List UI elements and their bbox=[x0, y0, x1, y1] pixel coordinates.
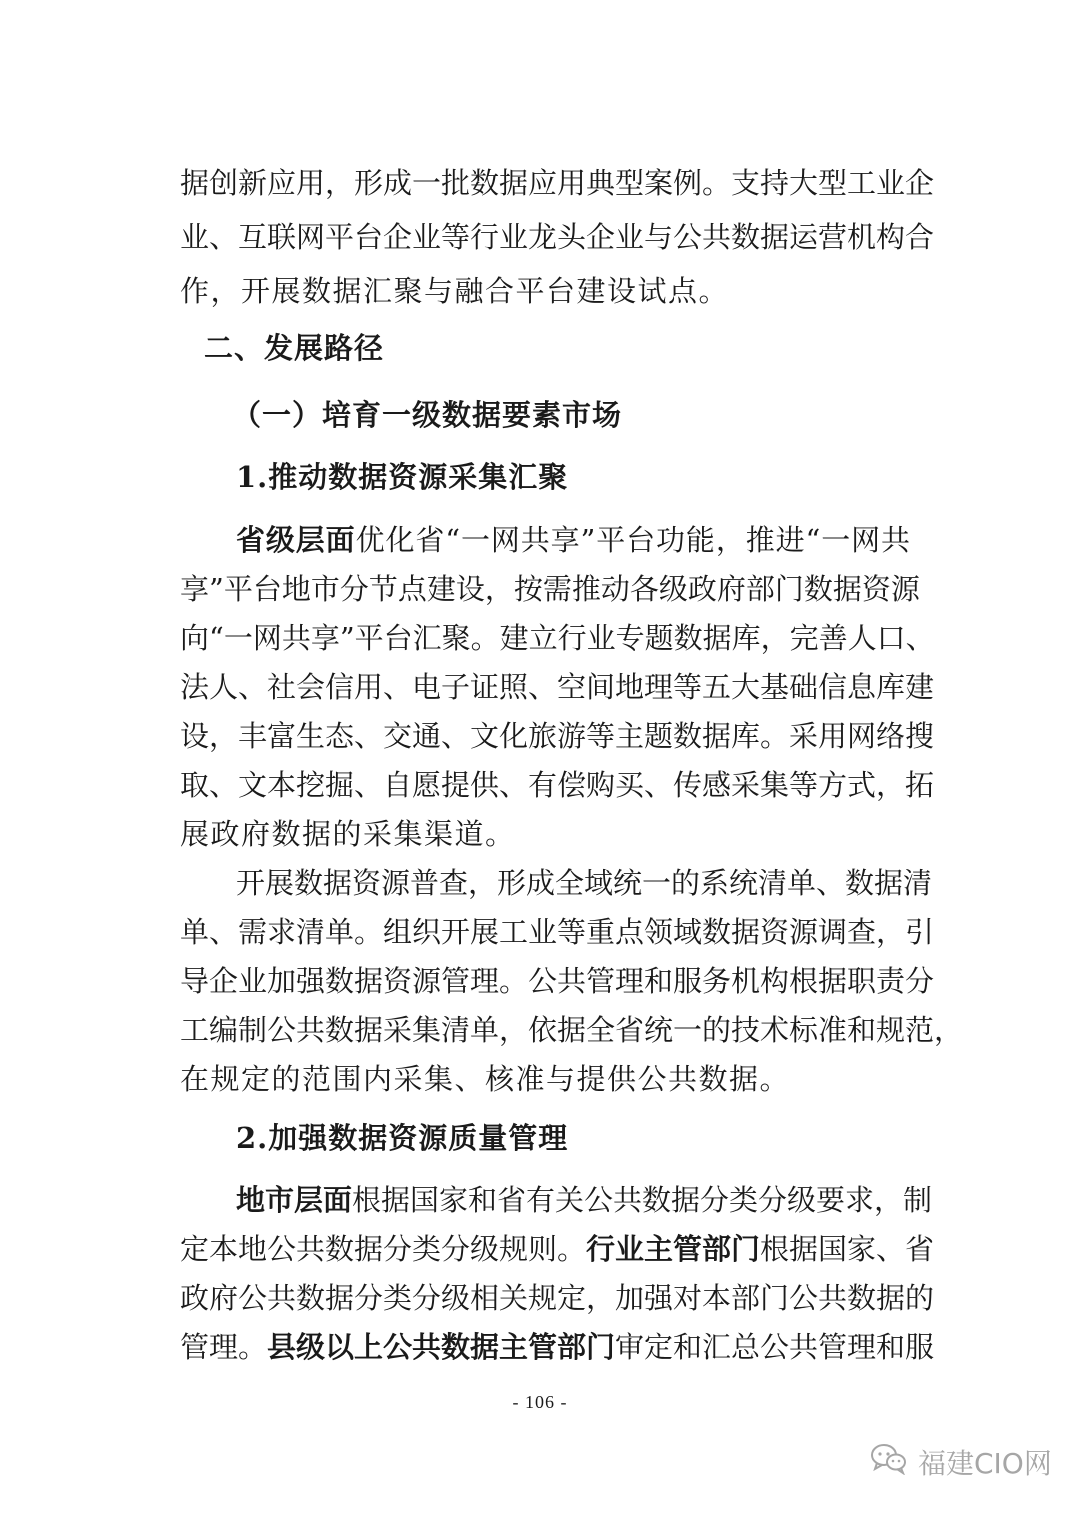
lead-term: 行业主管部门 bbox=[586, 1232, 761, 1266]
text-span: 优化省“一网共享”平台功能，推进“一网共 bbox=[355, 523, 910, 557]
lead-term: 地市层面 bbox=[236, 1183, 353, 1217]
text-line bbox=[236, 520, 910, 560]
subsection-heading: （一）培育一级数据要素市场 bbox=[232, 398, 623, 432]
wechat-icon bbox=[870, 1443, 908, 1482]
text-line: 法人、社会信用、电子证照、空间地理等五大基础信息库建 bbox=[180, 670, 935, 704]
watermark bbox=[870, 1442, 1052, 1482]
lead-term: 省级层面 bbox=[236, 523, 356, 557]
text-line: 展政府数据的采集渠道。 bbox=[180, 817, 516, 851]
text-span: 定本地公共数据分类分级规则。 bbox=[180, 1232, 587, 1266]
text-line bbox=[180, 1327, 935, 1367]
text-line: 取、文本挖掘、自愿提供、有偿购买、传感采集等方式，拓 bbox=[180, 768, 935, 802]
text-line: 向“一网共享”平台汇聚。建立行业专题数据库，完善人口、 bbox=[180, 621, 935, 655]
text-line: 作，开展数据汇聚与融合平台建设试点。 bbox=[180, 274, 730, 308]
text-line bbox=[180, 1229, 935, 1269]
watermark-text: 福建CIO网 bbox=[918, 1447, 1052, 1480]
text-line: 工编制公共数据采集清单，依据全省统一的技术标准和规范， bbox=[180, 1013, 964, 1047]
item-heading: 2.加强数据资源质量管理 bbox=[236, 1121, 569, 1155]
text-line: 单、需求清单。组织开展工业等重点领域数据资源调查，引 bbox=[180, 915, 935, 949]
section-heading: 二、发展路径 bbox=[204, 331, 385, 365]
text-line: 设，丰富生态、交通、文化旅游等主题数据库。采用网络搜 bbox=[180, 719, 935, 753]
text-line: 政府公共数据分类分级相关规定，加强对本部门公共数据的 bbox=[180, 1281, 935, 1315]
page-number: - 106 - bbox=[512, 1392, 568, 1412]
text-span: 管理。 bbox=[180, 1330, 268, 1364]
text-line: 导企业加强数据资源管理。公共管理和服务机构根据职责分 bbox=[180, 964, 935, 998]
text-span: 根据国家、省 bbox=[760, 1232, 935, 1266]
text-line: 开展数据资源普查，形成全域统一的系统清单、数据清 bbox=[236, 866, 933, 900]
lead-term: 县级以上公共数据主管部门 bbox=[267, 1330, 616, 1364]
item-heading: 1.推动数据资源采集汇聚 bbox=[236, 460, 569, 494]
text-line: 据创新应用，形成一批数据应用典型案例。支持大型工业企 bbox=[180, 166, 935, 200]
text-line bbox=[236, 1180, 933, 1220]
text-line: 享”平台地市分节点建设，按需推动各级政府部门数据资源 bbox=[180, 572, 920, 606]
text-span: 审定和汇总公共管理和服 bbox=[615, 1330, 935, 1364]
text-span: 根据国家和省有关公共数据分类分级要求，制 bbox=[352, 1183, 933, 1217]
text-line: 在规定的范围内采集、核准与提供公共数据。 bbox=[180, 1062, 791, 1096]
text-line: 业、互联网平台企业等行业龙头企业与公共数据运营机构合 bbox=[180, 220, 935, 254]
